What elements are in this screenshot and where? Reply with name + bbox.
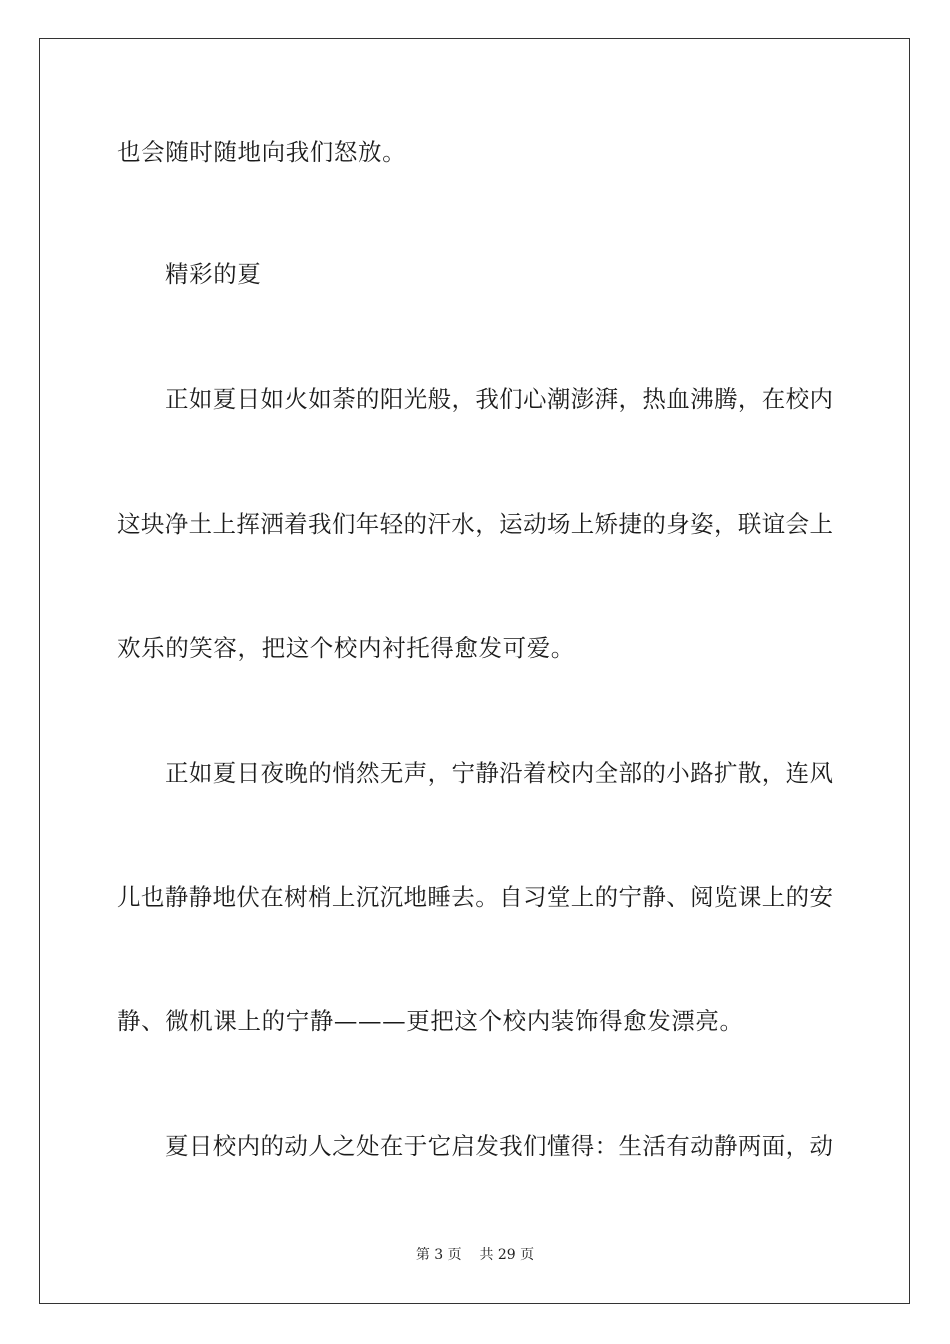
page-border (39, 38, 910, 1304)
page-number: 第 3 页 (415, 1247, 462, 1263)
text-line-4: 这块净土上挥洒着我们年轻的汗水，运动场上矫捷的身姿，联谊会上 (117, 510, 833, 538)
page-footer (0, 1246, 950, 1264)
text-line-9: 夏日校内的动人之处在于它启发我们懂得：生活有动静两面，动 (165, 1132, 833, 1160)
text-line-5: 欢乐的笑容，把这个校内衬托得愈发可爱。 (117, 634, 575, 662)
text-line-7: 儿也静静地伏在树梢上沉沉地睡去。自习堂上的宁静、阅览课上的安 (117, 883, 833, 911)
section-heading: 精彩的夏 (165, 260, 262, 288)
text-line-6: 正如夏日夜晚的悄然无声，宁静沿着校内全部的小路扩散，连风 (165, 759, 833, 787)
text-line-1: 也会随时随地向我们怒放。 (117, 138, 407, 166)
text-line-8: 静、微机课上的宁静———更把这个校内装饰得愈发漂亮。 (117, 1007, 744, 1035)
text-line-3: 正如夏日如火如荼的阳光般，我们心潮澎湃，热血沸腾，在校内 (165, 385, 833, 413)
total-pages: 共 29 页 (479, 1247, 535, 1263)
